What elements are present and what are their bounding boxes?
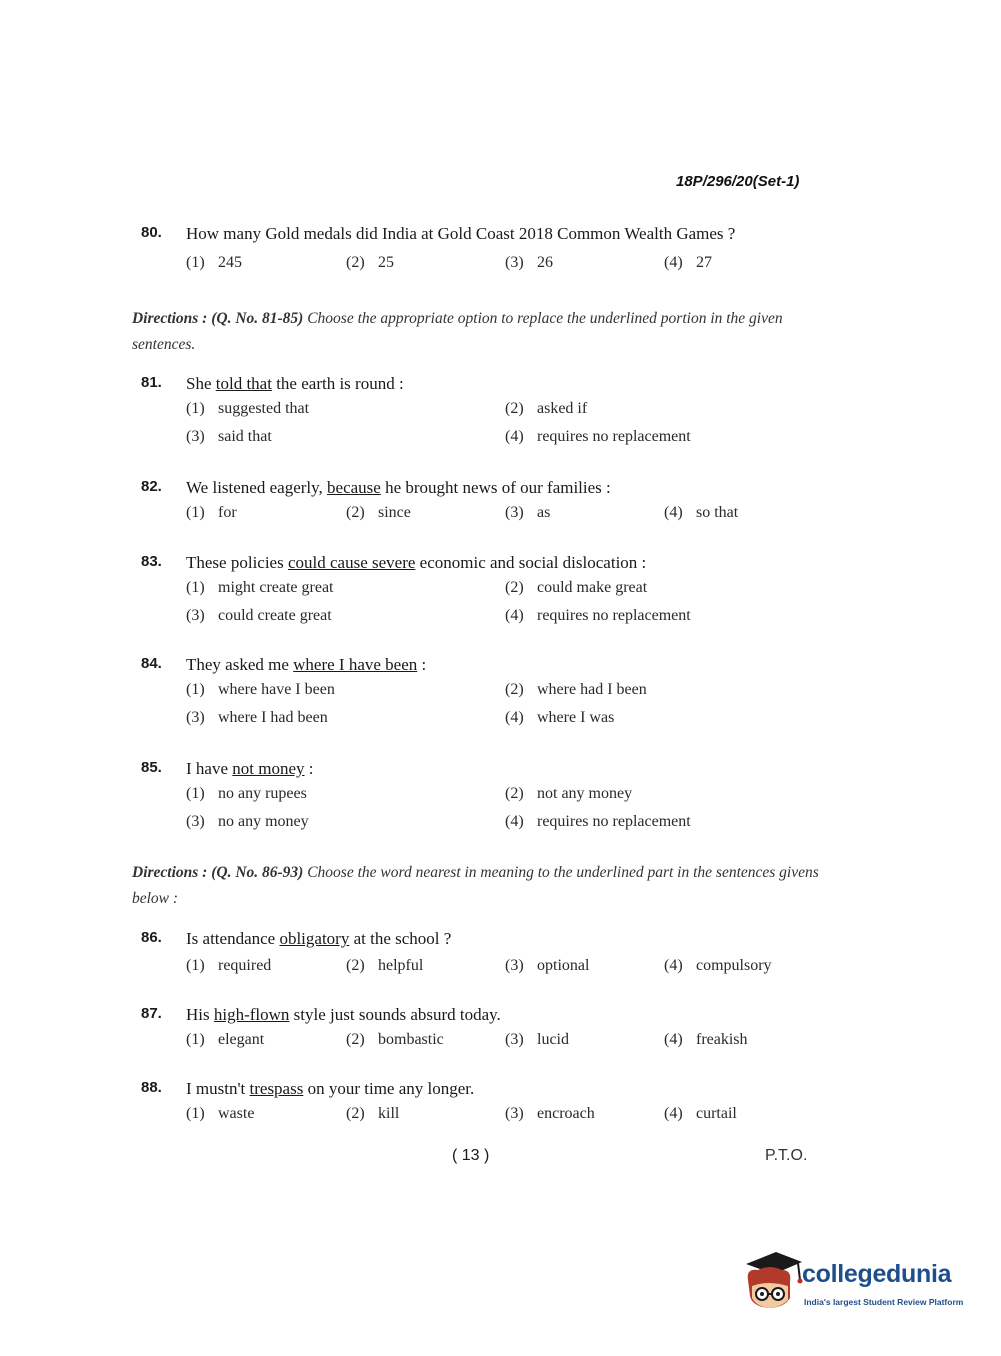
question-number: 88. <box>141 1079 162 1096</box>
directions-81-85: Directions : (Q. No. 81-85) Choose the appropriate option to replace the underlined portion in the given sentences. <box>132 310 783 353</box>
question-text: How many Gold medals did India at Gold Coast 2018 Common Wealth Games ? <box>186 224 736 243</box>
option-3: (3) where I had been <box>186 709 328 726</box>
question-text: These policies could cause severe economic and social dislocation : <box>186 553 647 572</box>
option-4: (4) freakish <box>664 1031 748 1048</box>
option-4: (4) 27 <box>664 254 712 271</box>
question-81 <box>141 374 841 456</box>
question-number: 85. <box>141 759 162 776</box>
question-88 <box>141 1079 841 1133</box>
question-text: They asked me where I have been : <box>186 655 427 674</box>
question-80 <box>141 224 841 278</box>
option-4: (4) requires no replacement <box>505 813 691 830</box>
option-4: (4) requires no replacement <box>505 428 691 445</box>
option-3: (3) 26 <box>505 254 553 271</box>
mascot-icon <box>740 1250 804 1314</box>
option-2: (2) 25 <box>346 254 394 271</box>
option-4: (4) compulsory <box>664 957 772 974</box>
option-3: (3) optional <box>505 957 590 974</box>
option-1: (1) where have I been <box>186 681 335 698</box>
directions-86-93: Directions : (Q. No. 86-93) Choose the word nearest in meaning to the underlined part in the sentences givens below : <box>132 864 819 907</box>
option-3: (3) encroach <box>505 1105 595 1122</box>
option-2: (2) kill <box>346 1105 400 1122</box>
option-3: (3) as <box>505 504 551 521</box>
question-text: She told that the earth is round : <box>186 374 404 393</box>
question-text: His high-flown style just sounds absurd today. <box>186 1005 501 1024</box>
question-number: 81. <box>141 374 162 391</box>
option-2: (2) could make great <box>505 579 648 596</box>
question-number: 80. <box>141 224 162 241</box>
option-4: (4) curtail <box>664 1105 737 1122</box>
question-text: I have not money : <box>186 759 314 778</box>
option-2: (2) not any money <box>505 785 633 802</box>
question-number: 86. <box>141 929 162 946</box>
option-2: (2) since <box>346 504 411 521</box>
question-83 <box>141 553 841 635</box>
option-1: (1) required <box>186 957 272 974</box>
question-84 <box>141 655 841 737</box>
option-4: (4) so that <box>664 504 739 521</box>
question-text: I mustn't trespass on your time any longer. <box>186 1079 475 1098</box>
option-2: (2) helpful <box>346 957 424 974</box>
logo-brand: collegedunia <box>802 1260 952 1288</box>
question-text: Is attendance obligatory at the school ? <box>186 929 452 948</box>
option-4: (4) requires no replacement <box>505 607 691 624</box>
option-3: (3) no any money <box>186 813 309 830</box>
question-number: 82. <box>141 478 162 495</box>
option-3: (3) lucid <box>505 1031 569 1048</box>
logo-tagline: India's largest Student Review Platform <box>804 1297 964 1307</box>
collegedunia-logo <box>740 1250 970 1320</box>
option-1: (1) no any rupees <box>186 785 307 802</box>
option-3: (3) could create great <box>186 607 332 624</box>
option-1: (1) elegant <box>186 1031 265 1048</box>
option-3: (3) said that <box>186 428 272 445</box>
option-1: (1) suggested that <box>186 400 310 417</box>
paper-code: 18P/296/20(Set-1) <box>676 173 800 190</box>
option-1: (1) waste <box>186 1105 255 1122</box>
question-87 <box>141 1005 841 1059</box>
option-4: (4) where I was <box>505 709 615 726</box>
question-number: 84. <box>141 655 162 672</box>
page-number: ( 13 ) <box>452 1147 490 1164</box>
question-number: 87. <box>141 1005 162 1022</box>
option-2: (2) bombastic <box>346 1031 444 1048</box>
question-number: 83. <box>141 553 162 570</box>
pto-label: P.T.O. <box>765 1147 808 1164</box>
question-85 <box>141 759 841 841</box>
question-text: We listened eagerly, because he brought news of our families : <box>186 478 611 497</box>
question-86 <box>141 929 841 983</box>
option-2: (2) where had I been <box>505 681 647 698</box>
option-1: (1) 245 <box>186 254 242 271</box>
option-2: (2) asked if <box>505 400 588 417</box>
option-1: (1) might create great <box>186 579 334 596</box>
option-1: (1) for <box>186 504 237 521</box>
question-82 <box>141 478 841 532</box>
